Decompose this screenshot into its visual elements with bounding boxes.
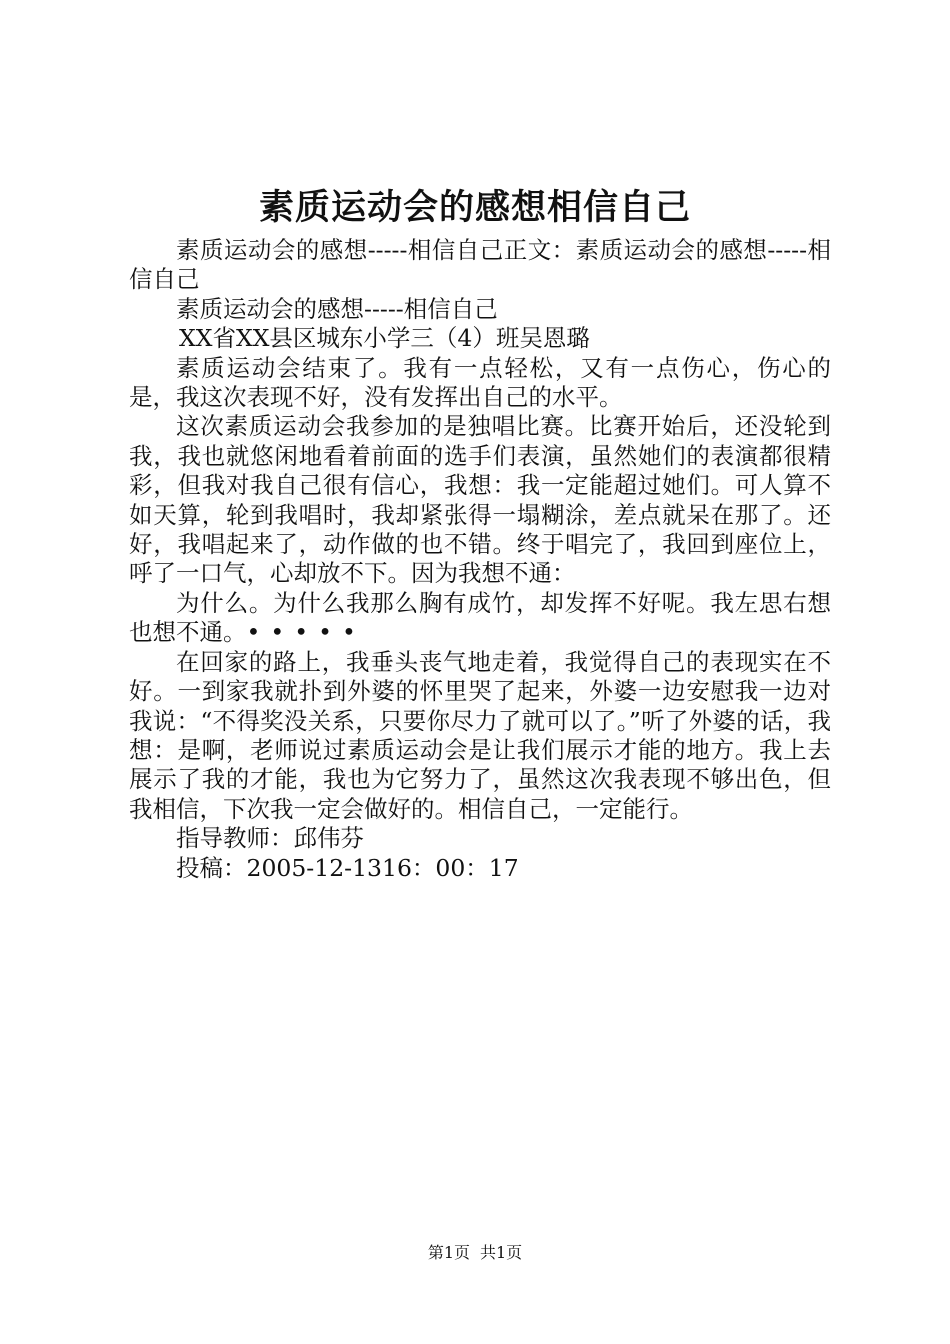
- page-footer: [0, 1243, 950, 1263]
- paragraph-1: 素质运动会结束了。我有一点轻松，又有一点伤心，伤心的是，我这次表现不好，没有发挥出自己的水平。: [129, 353, 831, 412]
- paragraph-2: 这次素质运动会我参加的是独唱比赛。比赛开始后，还没轮到我，我也就悠闲地看着前面的选手们表演，虽然她们的表演都很精彩，但我对我自己很有信心，我想：我一定能超过她们。可人算不如天算，轮到我唱时，我却紧张得一塌糊涂，差点就呆在那了。还好，我唱起来了，动作做的也不错。终于唱完了，我回到座位上，呼了一口气，心却放不下。因为我想不通：: [129, 412, 831, 588]
- page-total: 共1页: [480, 1243, 523, 1262]
- page-number: 第1页: [427, 1243, 470, 1262]
- author-line: XX省XX县区城东小学三（4）班吴恩璐: [179, 324, 590, 353]
- paragraph-3-text: 为什么。为什么我那么胸有成竹，却发挥不好呢。我左思右想也想不通。: [129, 588, 831, 647]
- teacher-line: 指导教师：邱伟芬: [176, 824, 364, 853]
- document-title: 素质运动会的感想相信自己: [258, 187, 691, 228]
- document-body: [129, 236, 831, 883]
- submitted-line: 投稿：2005-12-1316：00：17: [176, 853, 519, 882]
- subtitle-line: 素质运动会的感想-----相信自己: [176, 294, 498, 323]
- ellipsis-dots: •••••: [246, 618, 366, 647]
- paragraph-4: 在回家的路上，我垂头丧气地走着，我觉得自己的表现实在不好。一到家我就扑到外婆的怀里哭了起来，外婆一边安慰我一边对我说：“不得奖没关系，只要你尽力了就可以了。”听了外婆的话，我想：是啊，老师说过素质运动会是让我们展示才能的地方。我上去展示了我的才能，我也为它努力了，虽然这次我表现不够出色，但我相信，下次我一定会做好的。相信自己，一定能行。: [129, 647, 831, 823]
- intro-paragraph: 素质运动会的感想-----相信自己正文：素质运动会的感想-----相信自己: [129, 236, 831, 294]
- paragraph-3: [129, 589, 831, 648]
